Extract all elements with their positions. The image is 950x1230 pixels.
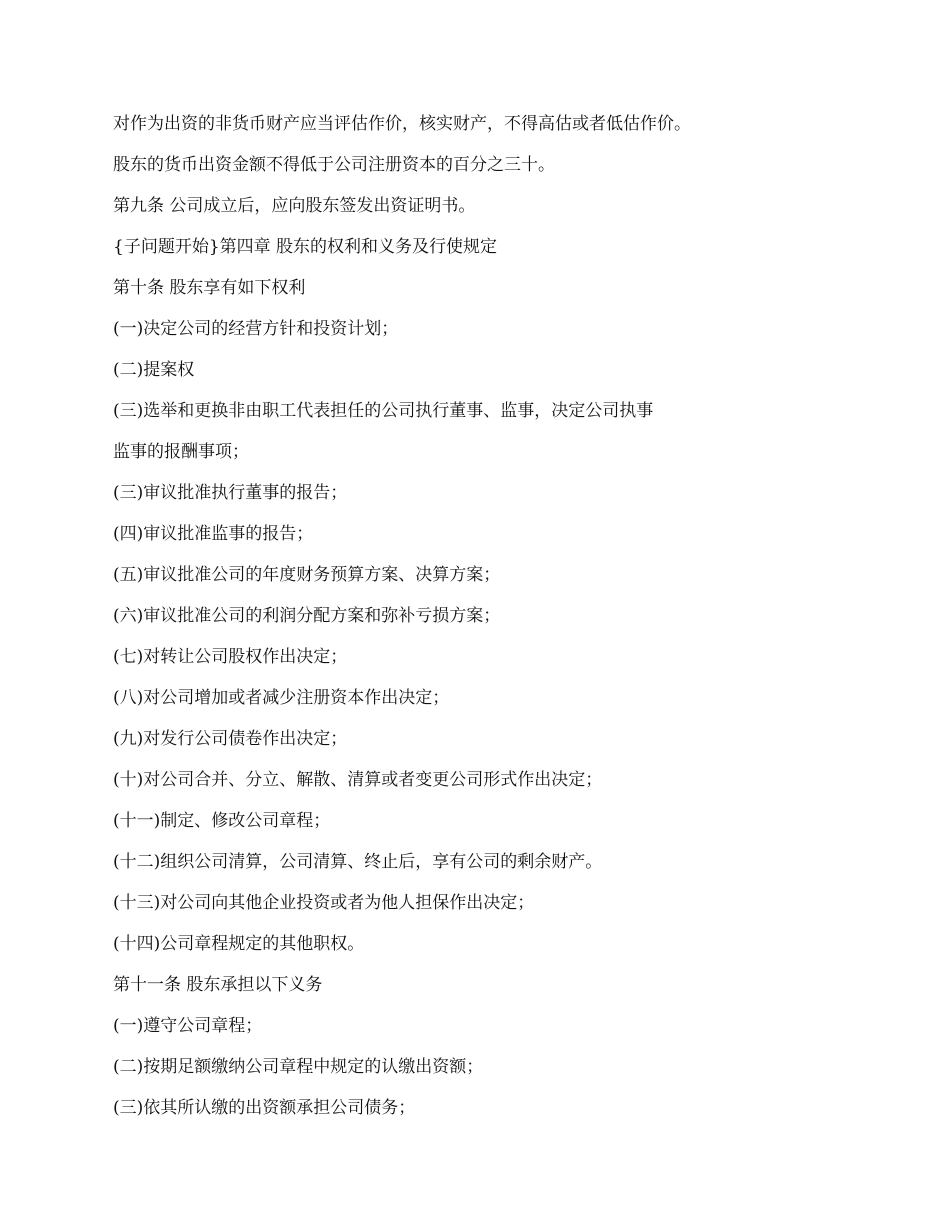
list-item: (五)审议批准公司的年度财务预算方案、决算方案；: [113, 565, 501, 585]
list-item: (三)依其所认缴的出资额承担公司债务；: [113, 1098, 416, 1118]
list-item: (二)按期足额缴纳公司章程中规定的认缴出资额；: [113, 1057, 484, 1077]
list-item: (三)审议批准执行董事的报告；: [113, 483, 348, 503]
list-item: (十三)对公司向其他企业投资或者为他人担保作出决定；: [113, 893, 535, 913]
list-item: (十二)组织公司清算，公司清算、终止后，享有公司的剩余财产。: [113, 852, 603, 872]
article-heading: 第九条 公司成立后，应向股东签发出资证明书。: [113, 196, 476, 216]
paragraph-line: 股东的货币出资金额不得低于公司注册资本的百分之三十。: [113, 155, 555, 175]
list-item: (七)对转让公司股权作出决定；: [113, 647, 348, 667]
list-item: (十)对公司合并、分立、解散、清算或者变更公司形式作出决定；: [113, 770, 603, 790]
list-item: (三)选举和更换非由职工代表担任的公司执行董事、监事，决定公司执事: [113, 401, 654, 421]
article-heading: 第十条 股东享有如下权利: [113, 278, 306, 298]
list-item: (六)审议批准公司的利润分配方案和弥补亏损方案；: [113, 606, 501, 626]
article-heading: 第十一条 股东承担以下义务: [113, 975, 323, 995]
list-item: (十一)制定、修改公司章程；: [113, 811, 331, 831]
list-item: (八)对公司增加或者减少注册资本作出决定；: [113, 688, 450, 708]
list-item: (二)提案权: [113, 360, 195, 380]
list-item-continuation: 监事的报酬事项；: [113, 442, 249, 462]
list-item: (十四)公司章程规定的其他职权。: [113, 934, 365, 954]
chapter-heading: {子问题开始}第四章 股东的权利和义务及行使规定: [113, 237, 498, 257]
paragraph-line: 对作为出资的非货币财产应当评估作价，核实财产，不得高估或者低估作价。: [113, 114, 691, 134]
list-item: (九)对发行公司债卷作出决定；: [113, 729, 348, 749]
document-body: [113, 109, 893, 1134]
list-item: (一)决定公司的经营方针和投资计划；: [113, 319, 399, 339]
list-item: (四)审议批准监事的报告；: [113, 524, 314, 544]
list-item: (一)遵守公司章程；: [113, 1016, 263, 1036]
